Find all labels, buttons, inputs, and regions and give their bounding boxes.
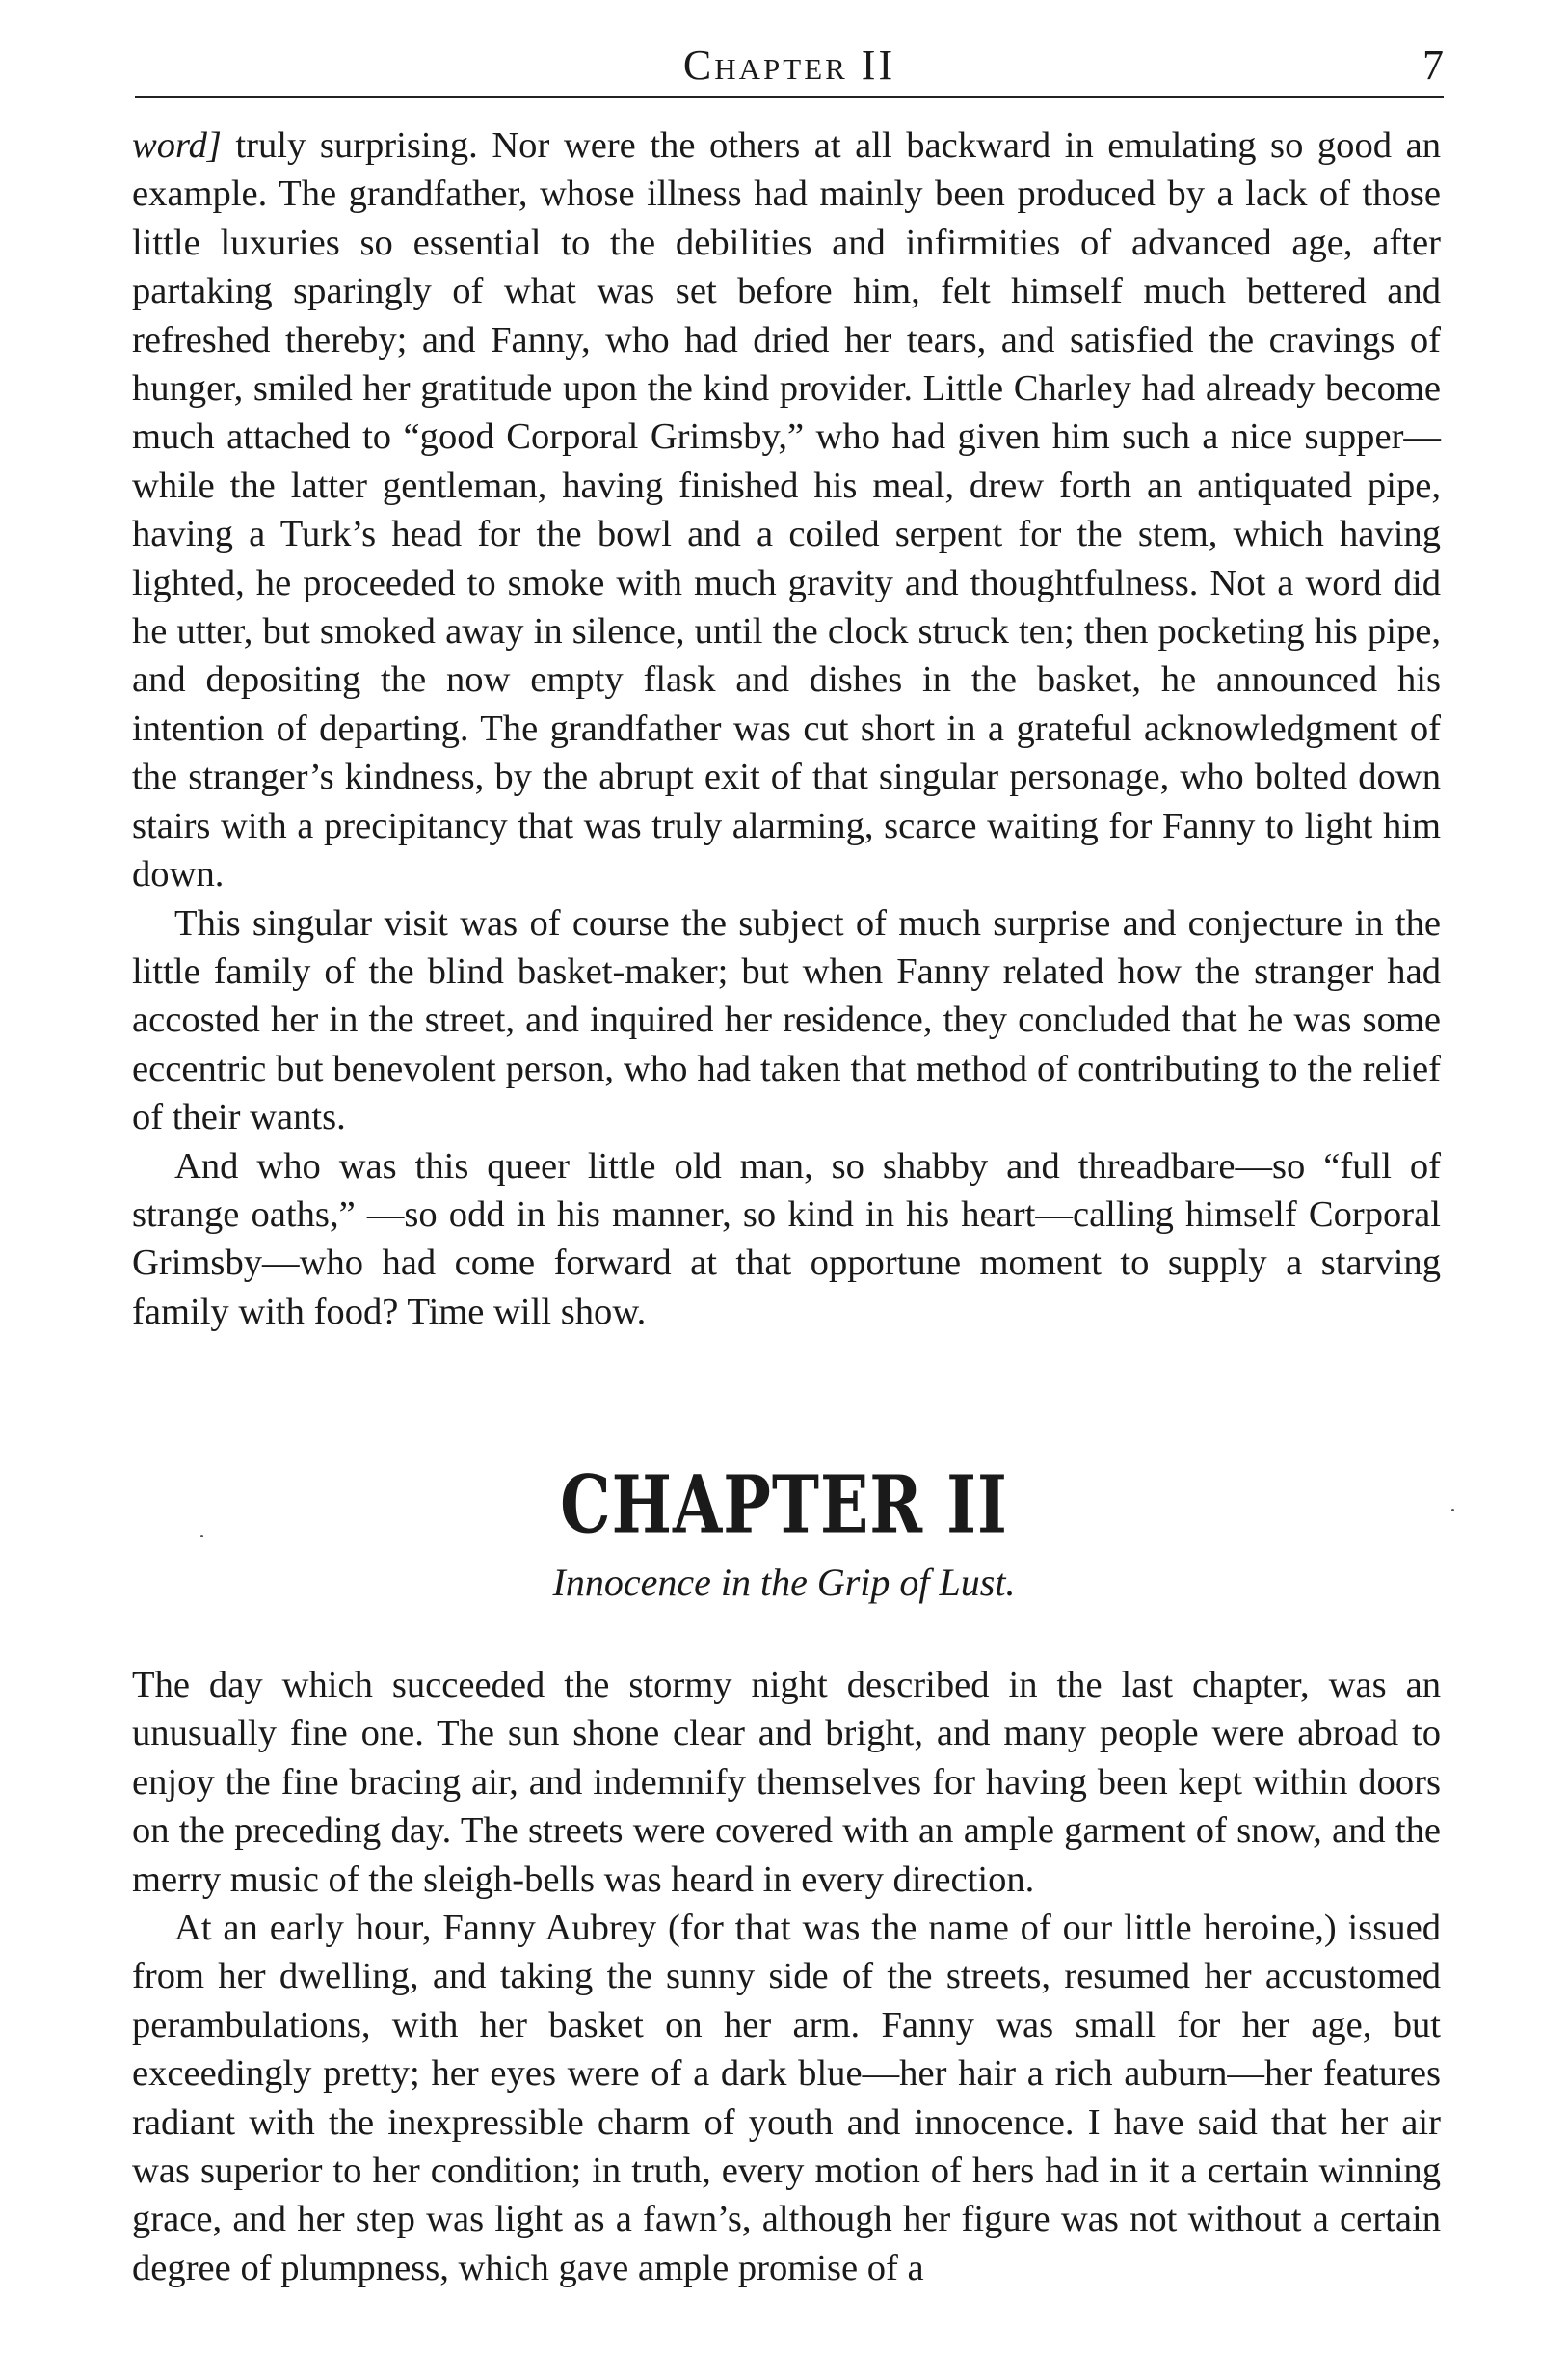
page-number: 7 bbox=[1422, 41, 1444, 89]
paragraph: This singular visit was of course the subject of much surprise and conjecture in the little family of the blind basket-maker; but when Fanny related how the stranger had accosted her in the street, and inquired her residence, they concluded that he was some eccentric but benevolent person, who had taken that method of contributing to the relief of their wants. bbox=[132, 902, 1441, 1138]
paragraph: At an early hour, Fanny Aubrey (for that was the name of our little heroine,) issued from her dwelling, and taking the sunny side of the streets, resumed her accustomed perambulations, with her basket on her arm. Fanny was small for her age, but exceedingly pretty; her eyes were of a dark blue—her hair a rich auburn—her features radiant with the inexpressible charm of youth and innocence. I have said that her air was superior to her condition; in truth, every motion of hers had in it a certain winning grace, and her step was light as a fawn’s, although her figure was not without a certain degree of plumpness, which gave ample promise of a bbox=[132, 1908, 1441, 2288]
running-head bbox=[135, 39, 1444, 102]
chapter-heading: CHAPTER II bbox=[560, 1457, 1008, 1552]
continued-text bbox=[132, 121, 1441, 1336]
paragraph-text: truly surprising. Nor were the others at all backward in emulating so good an example. The grandfather, whose illness had mainly been produced by a lack of those little luxuries so essential to the debilities and infirmities of advanced age, after partaking sparingly of what was set before him, felt himself much bettered and refreshed thereby; and Fanny, who had dried her tears, and satisfied the cravings of hunger, smiled her gratitude upon the kind provider. Little Charley had already become much attached to “good Corporal Grimsby,” who had given him such a nice supper—while the latter gentleman, having finished his meal, drew forth an antiquated pipe, having a Turk’s head for the bowl and a coiled serpent for the stem, which having lighted, he proceeded to smoke with much gravity and thoughtfulness. Not a word did he utter, but smoked away in silence, until the clock struck ten; then pocketing his pipe, and depositing the now empty flask and dishes in the basket, he announced his intention of departing. The grandfather was cut short in a grateful acknowledgment of the stranger’s kindness, by the abrupt exit of that singular personage, who bolted down stairs with a precipitancy that was truly alarming, scarce waiting for Fanny to light him down. bbox=[132, 125, 1441, 896]
scan-speck bbox=[200, 1535, 203, 1537]
paragraph: The day which succeeded the stormy night described in the last chapter, was an unusually fine one. The sun shone clear and bright, and many people were abroad to enjoy the fine bracing air, and indemnify themselves for having been kept within doors on the preceding day. The streets were covered with an ample garment of snow, and the merry music of the sleigh-bells was heard in every direction. bbox=[132, 1665, 1441, 1900]
paragraph bbox=[132, 121, 1441, 899]
scan-speck bbox=[1451, 1509, 1454, 1511]
running-head-title: Chapter II bbox=[682, 41, 896, 89]
paragraph: And who was this queer little old man, so shabby and threadbare—so “full of strange oaths,” —so odd in his manner, so kind in his heart—calling himself Corporal Grimsby—who had come forward at that opportune moment to supply a starving family with food? Time will show. bbox=[132, 1145, 1441, 1332]
header-rule bbox=[135, 96, 1444, 98]
chapter-subtitle: Innocence in the Grip of Lust. bbox=[552, 1561, 1016, 1604]
bracketed-word: word] bbox=[132, 125, 222, 166]
chapter-text bbox=[132, 1661, 1441, 2292]
